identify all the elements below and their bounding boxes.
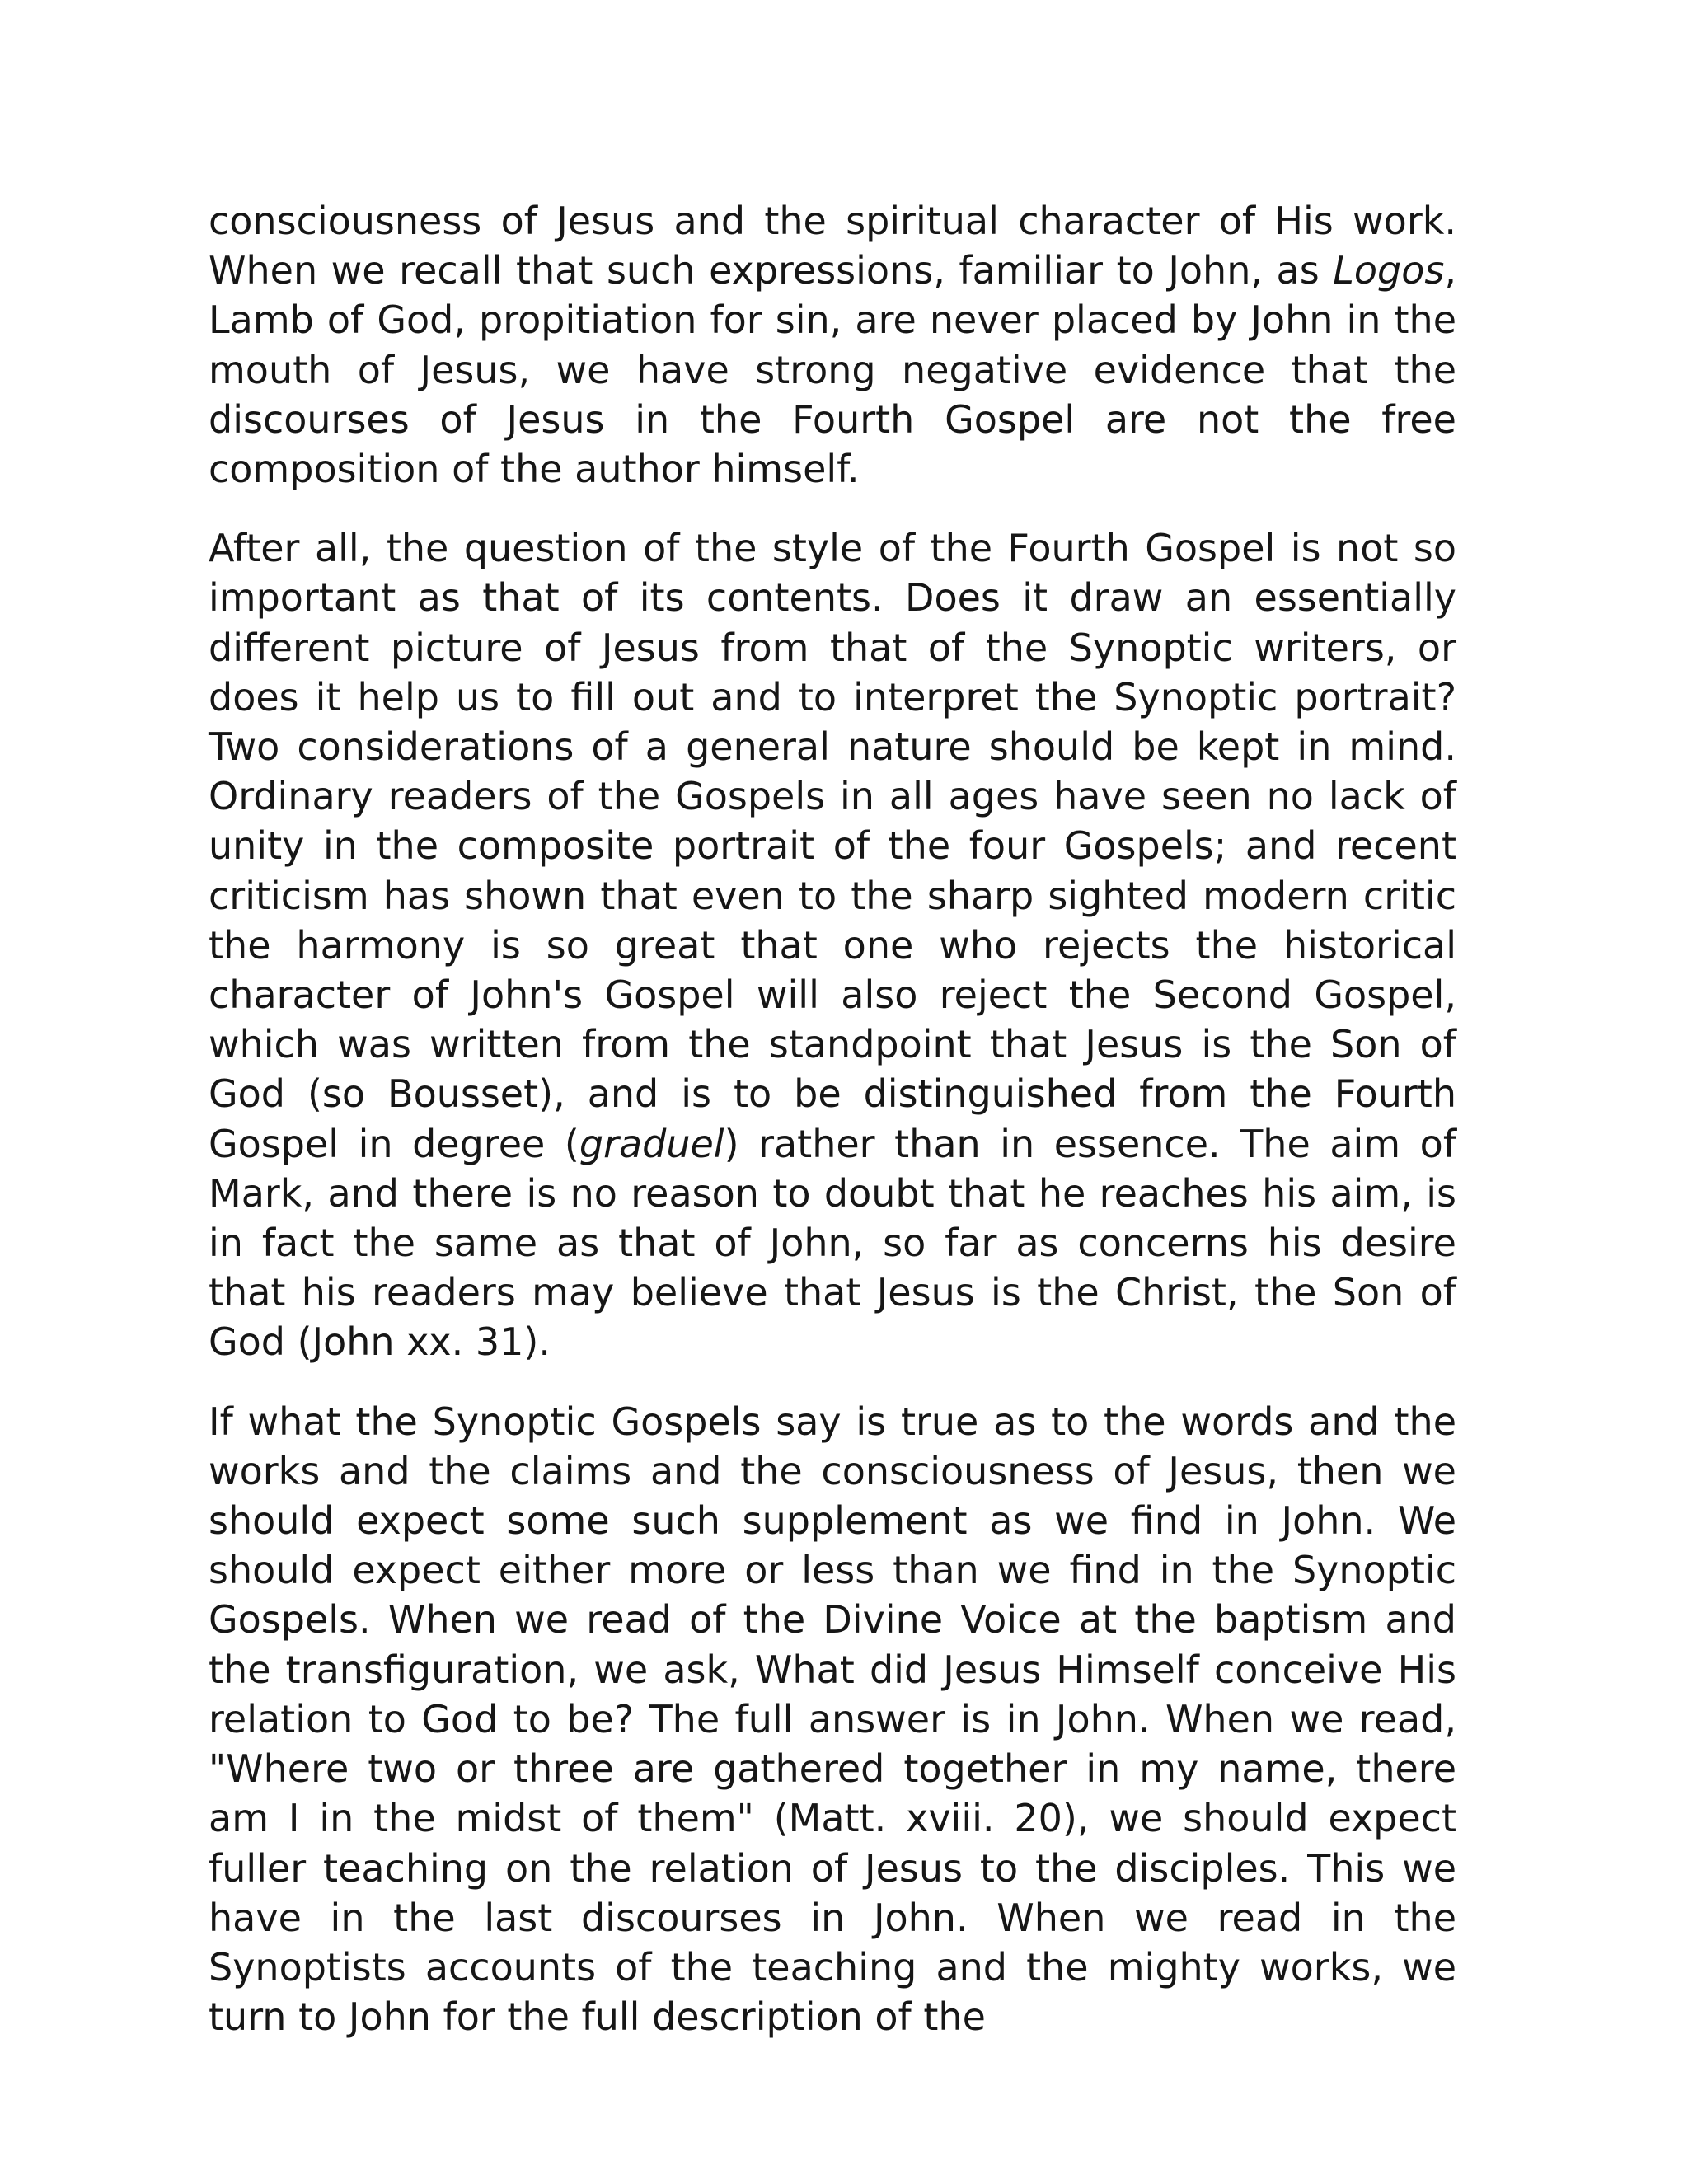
paragraph-1 [209, 196, 1456, 494]
paragraph-2-text-cont: ) rather than in essence. The aim of Mark, and there is no reason to doubt that he reaches his aim, is in fact the same as that of John, so far as concerns his desire that his readers may believe that Jesus is the Christ, the Son of God (John xx. 31). [209, 1121, 1457, 1365]
paragraph-1-italic-term: Logos [1333, 248, 1445, 293]
paragraph-3-text: If what the Synoptic Gospels say is true as to the words and the works and the claims and the consciousness of Jesus, then we should expect some such supplement as we find in John. We should expect either more or less than we find in the Synoptic Gospels. When we read of the Divine Voice at the baptism and the transfiguration, we ask, What did Jesus Himself conceive His relation to God to be? The full answer is in John. When we read, "Where two or three are gathered together in my name, there am I in the midst of them" (Matt. xviii. 20), we should expect fuller teaching on the relation of Jesus to the disciples. This we have in the last discourses in John. When we read in the Synoptists accounts of the teaching and the mighty works, we turn to John for the full description of the [209, 1399, 1456, 2040]
paragraph-1-text-cont: , Lamb of God, propitiation for sin, are never placed by John in the mouth of Jesus, we have strong negative evidence that the discourses of Jesus in the Fourth Gospel are not the free composition of the author himself. [209, 248, 1456, 492]
paragraph-2 [209, 523, 1456, 1366]
paragraph-2-italic-term: graduel [579, 1121, 724, 1166]
paragraph-2-text: After all, the question of the style of the Fourth Gospel is not so important as that of its contents. Does it draw an essentially different picture of Jesus from that of the Synoptic writers, or does it help us to fill out and to interpret the Synoptic portrait? Two considerations of a general nature should be kept in mind. Ordinary readers of the Gospels in all ages have seen no lack of unity in the composite portrait of the four Gospels; and recent criticism has shown that even to the sharp sighted modern critic the harmony is so great that one who rejects the historical character of John's Gospel will also reject the Second Gospel, which was written from the standpoint that Jesus is the Son of God (so Bousset), and is to be distinguished from the Fourth Gospel in degree ( [209, 526, 1456, 1166]
document-page [209, 196, 1456, 2071]
paragraph-3 [209, 1397, 1456, 2042]
paragraph-1-text: consciousness of Jesus and the spiritual character of His work. When we recall that such expressions, familiar to John, as [209, 199, 1456, 293]
